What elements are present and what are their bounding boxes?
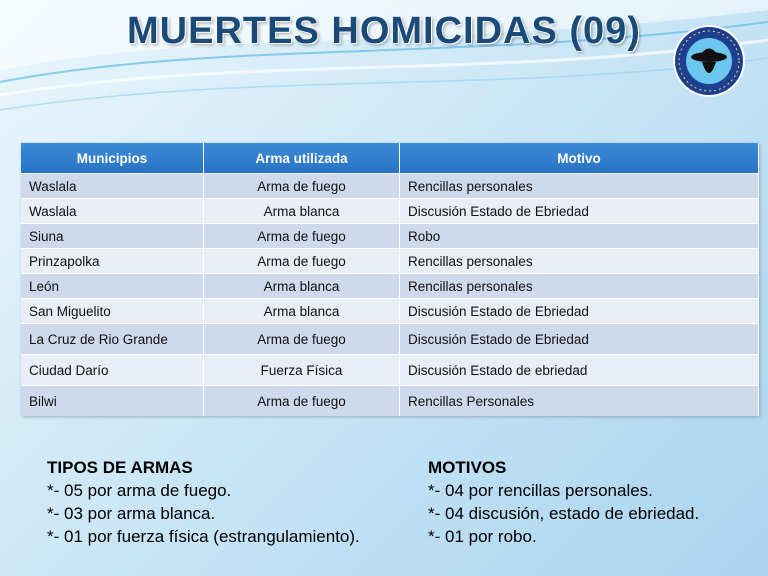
cell-municipio: Prinzapolka <box>21 249 204 274</box>
table-row <box>21 249 759 274</box>
motives-summary <box>428 456 699 548</box>
cell-arma: Arma de fuego <box>204 386 400 417</box>
table-row <box>21 224 759 249</box>
weapon-type-item: *- 05 por arma de fuego. <box>47 481 232 500</box>
slide-title: MUERTES HOMICIDAS (09) <box>127 10 641 52</box>
cell-arma: Arma de fuego <box>204 174 400 199</box>
cell-motivo: Discusión Estado de ebriedad <box>400 355 759 386</box>
cell-motivo: Rencillas Personales <box>400 386 759 417</box>
cell-municipio: San Miguelito <box>21 299 204 324</box>
table-row <box>21 174 759 199</box>
cell-municipio: La Cruz de Rio Grande <box>21 324 204 355</box>
cell-motivo: Discusión Estado de Ebriedad <box>400 199 759 224</box>
cell-motivo: Rencillas personales <box>400 249 759 274</box>
cell-motivo: Discusión Estado de Ebriedad <box>400 324 759 355</box>
header-motivo: Motivo <box>400 143 759 174</box>
table-row <box>21 199 759 224</box>
cell-arma: Arma de fuego <box>204 224 400 249</box>
cell-motivo: Robo <box>400 224 759 249</box>
police-logo-icon <box>672 24 746 98</box>
weapon-type-item: *- 01 por fuerza física (estrangulamiento). <box>47 527 360 546</box>
cell-municipio: Ciudad Darío <box>21 355 204 386</box>
cell-arma: Arma de fuego <box>204 249 400 274</box>
table-row <box>21 386 759 417</box>
weapon-types-heading: TIPOS DE ARMAS <box>47 458 193 477</box>
cell-motivo: Discusión Estado de Ebriedad <box>400 299 759 324</box>
cell-municipio: León <box>21 274 204 299</box>
cell-municipio: Bilwi <box>21 386 204 417</box>
cell-municipio: Waslala <box>21 199 204 224</box>
motive-item: *- 01 por robo. <box>428 527 537 546</box>
table-row <box>21 299 759 324</box>
table-row <box>21 324 759 355</box>
cell-motivo: Rencillas personales <box>400 274 759 299</box>
cell-municipio: Siuna <box>21 224 204 249</box>
header-arma: Arma utilizada <box>204 143 400 174</box>
weapon-types-summary <box>47 456 360 548</box>
table-header-row <box>21 143 759 174</box>
cell-municipio: Waslala <box>21 174 204 199</box>
homicides-table <box>21 143 759 416</box>
cell-arma: Fuerza Física <box>204 355 400 386</box>
cell-motivo: Rencillas personales <box>400 174 759 199</box>
cell-arma: Arma blanca <box>204 199 400 224</box>
table-row <box>21 355 759 386</box>
weapon-type-item: *- 03 por arma blanca. <box>47 504 216 523</box>
motive-item: *- 04 discusión, estado de ebriedad. <box>428 504 700 523</box>
cell-arma: Arma blanca <box>204 299 400 324</box>
cell-arma: Arma blanca <box>204 274 400 299</box>
header-municipios: Municipios <box>21 143 204 174</box>
motive-item: *- 04 por rencillas personales. <box>428 481 653 500</box>
motives-heading: MOTIVOS <box>428 458 507 477</box>
table-row <box>21 274 759 299</box>
cell-arma: Arma de fuego <box>204 324 400 355</box>
